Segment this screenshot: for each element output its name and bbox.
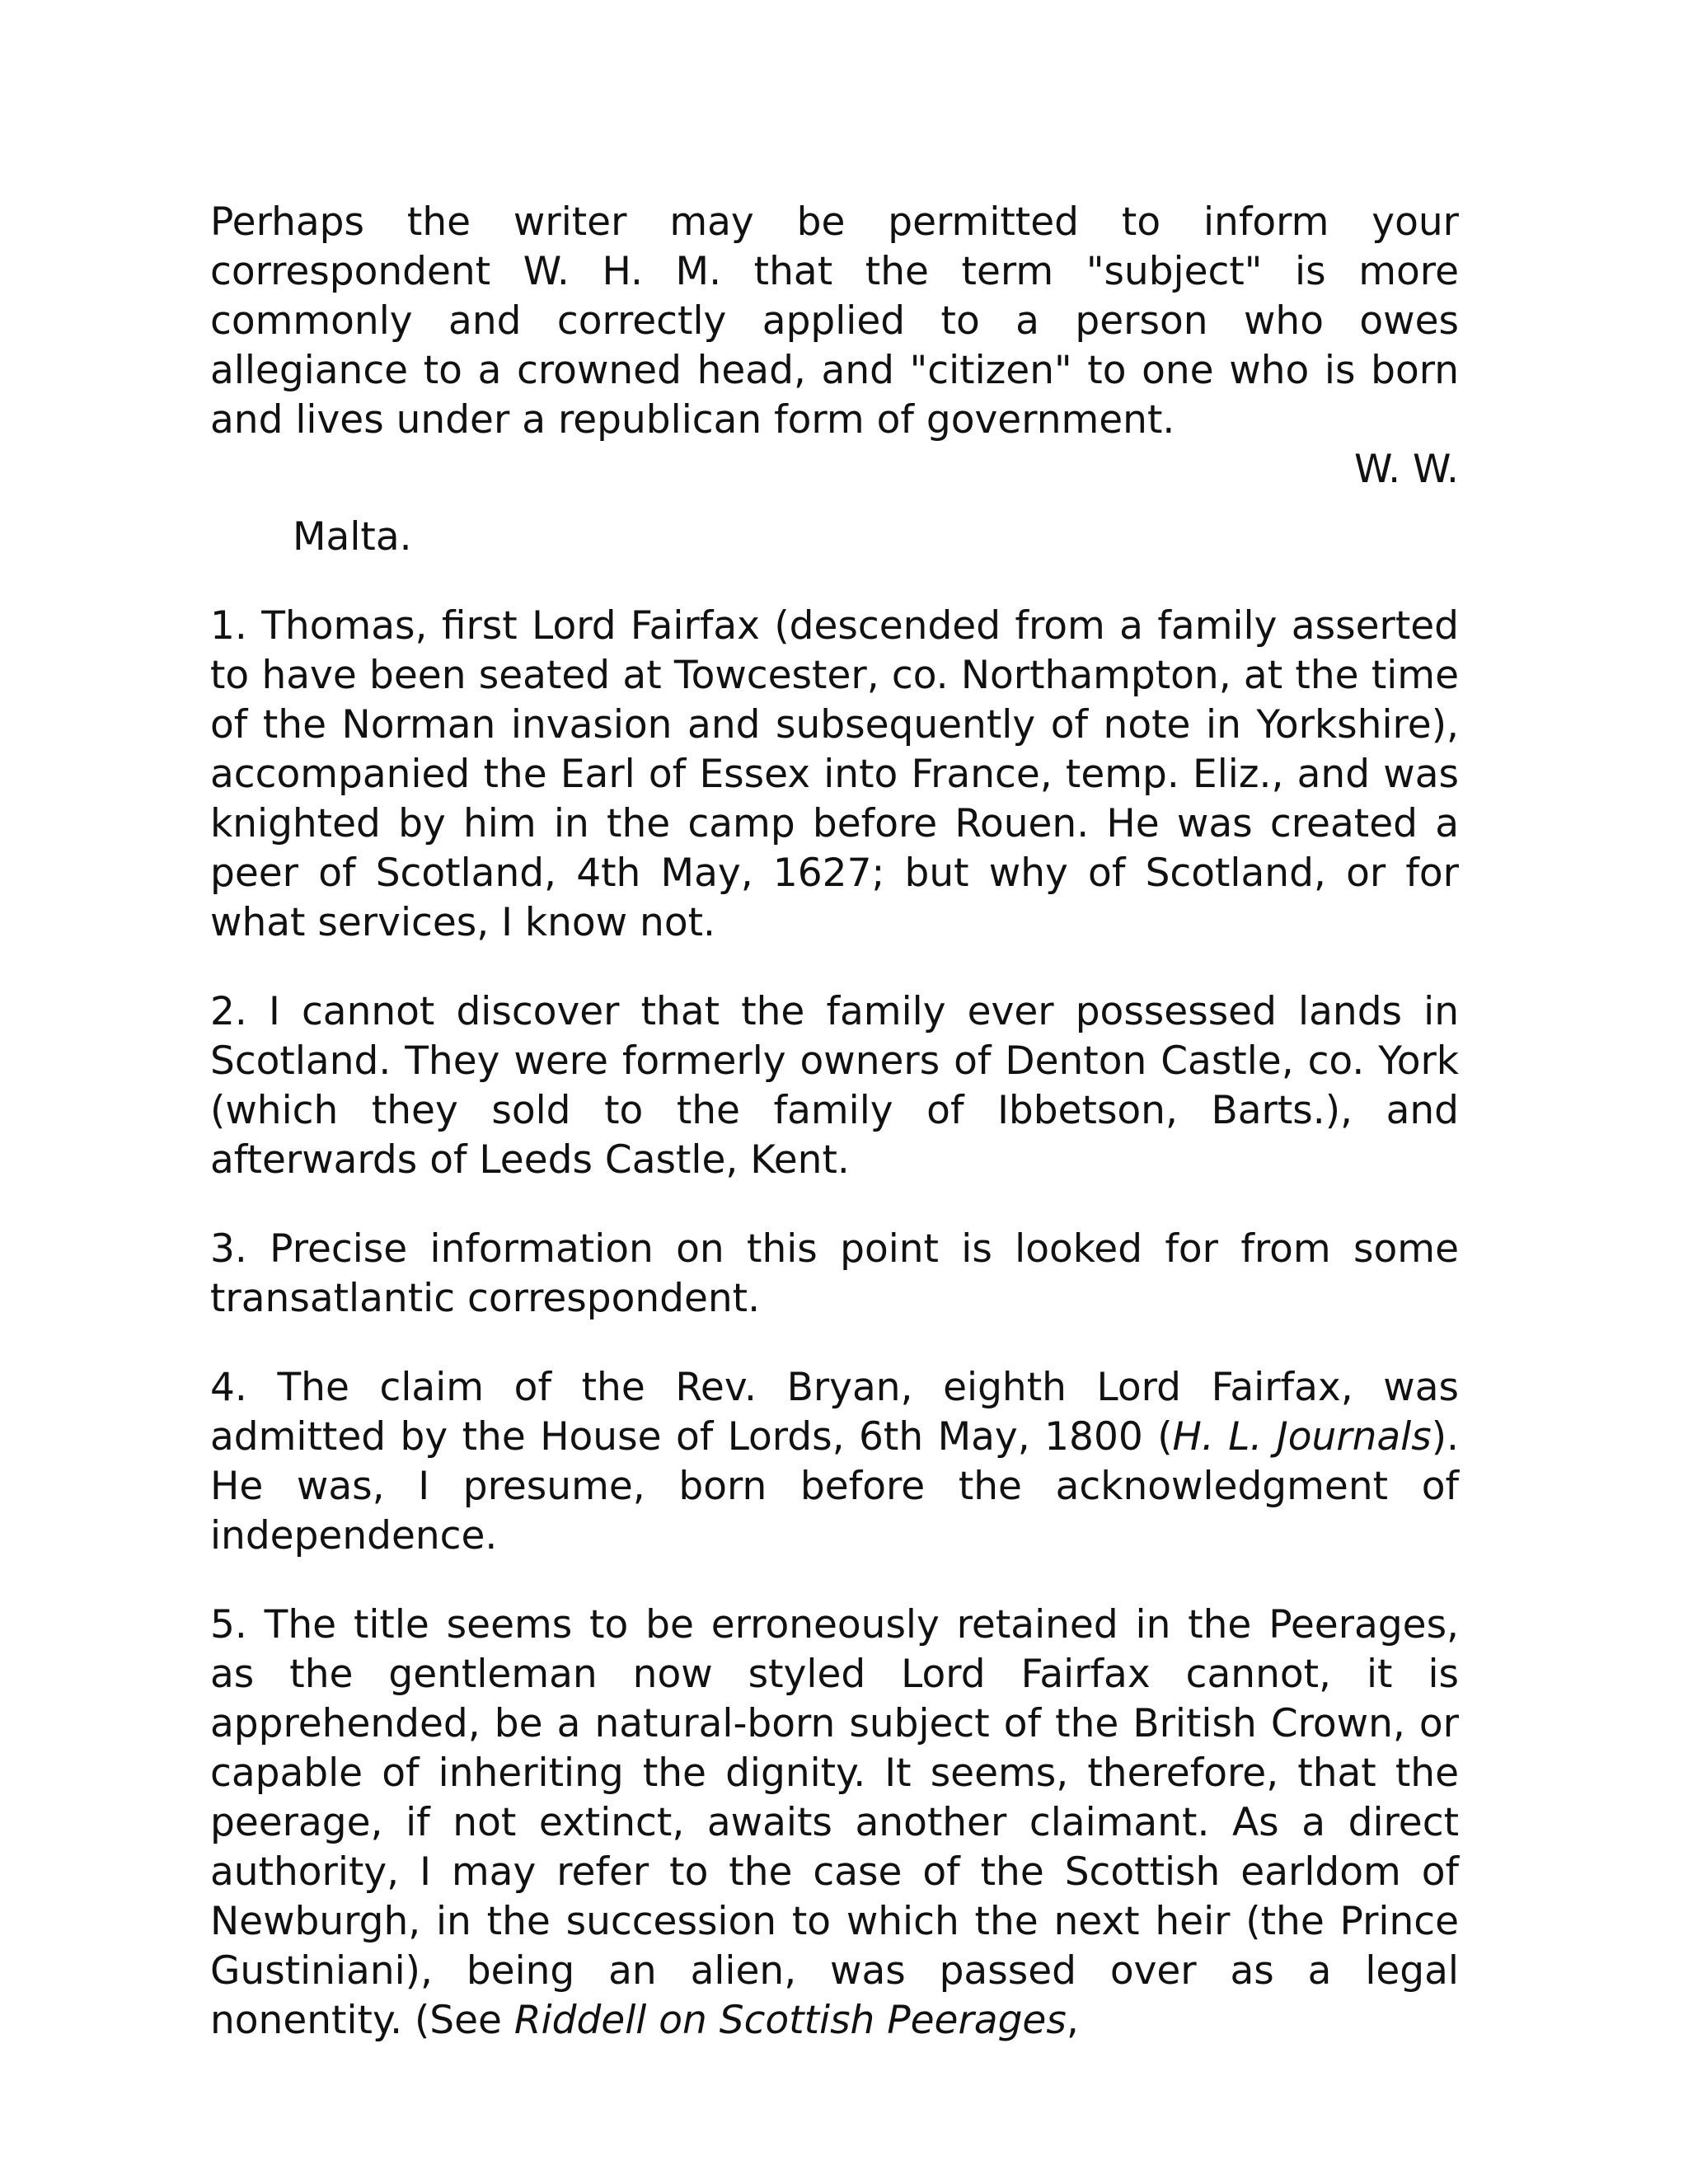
item-4-text-before: 4. The claim of the Rev. Bryan, eighth Lord Fairfax, was admitted by the House of Lords, 6th May, 1800 ( (210, 1365, 1459, 1460)
letter-place: Malta. (293, 514, 412, 560)
item-3: 3. Precise information on this point is looked for from some transatlantic correspondent. (210, 1226, 1459, 1321)
item-5-text-after: , (1066, 1998, 1079, 2043)
item-4-italic-citation: H. L. Journals (1172, 1414, 1432, 1460)
item-5 (210, 1601, 1459, 2046)
item-5-italic-citation: Riddell on Scottish Peerages (513, 1998, 1067, 2043)
letter-signature: W. W. (1354, 447, 1459, 492)
item-2: 2. I cannot discover that the family ever possessed lands in Scotland. They were formerly owners of Denton Castle, co. York (which they sold to the family of Ibbetson, Barts.), and afterwards of Leeds Castle, Kent. (210, 989, 1459, 1183)
item-4-text-after: ). He was, I presume, born before the acknowledgment of independence. (210, 1414, 1459, 1558)
item-4 (210, 1363, 1459, 1561)
item-1: 1. Thomas, first Lord Fairfax (descended from a family asserted to have been seated at Towcester, co. Northampton, at the time of the Norman invasion and subsequently of note in Yorkshire), accompanied the Earl of Essex into France, temp. Eliz., and was knighted by him in the camp before Rouen. He was created a peer of Scotland, 4th May, 1627; but why of Scotland, or for what services, I know not. (210, 603, 1459, 945)
document-page (210, 198, 1459, 2046)
letter-paragraph: Perhaps the writer may be permitted to inform your correspondent W. H. M. that the term "subject" is more commonly and correctly applied to a person who owes allegiance to a crowned head, and "citizen" to one who is born and lives under a republican form of government. (210, 199, 1459, 443)
item-5-text-before: 5. The title seems to be erroneously retained in the Peerages, as the gentleman now styled Lord Fairfax cannot, it is apprehended, be a natural-born subject of the British Crown, or capable of inheriting the dignity. It seems, therefore, that the peerage, if not extinct, awaits another claimant. As a direct authority, I may refer to the case of the Scottish earldom of Newburgh, in the succession to which the next heir (the Prince Gustiniani), being an alien, was passed over as a legal nonentity. (See (210, 1602, 1459, 2043)
